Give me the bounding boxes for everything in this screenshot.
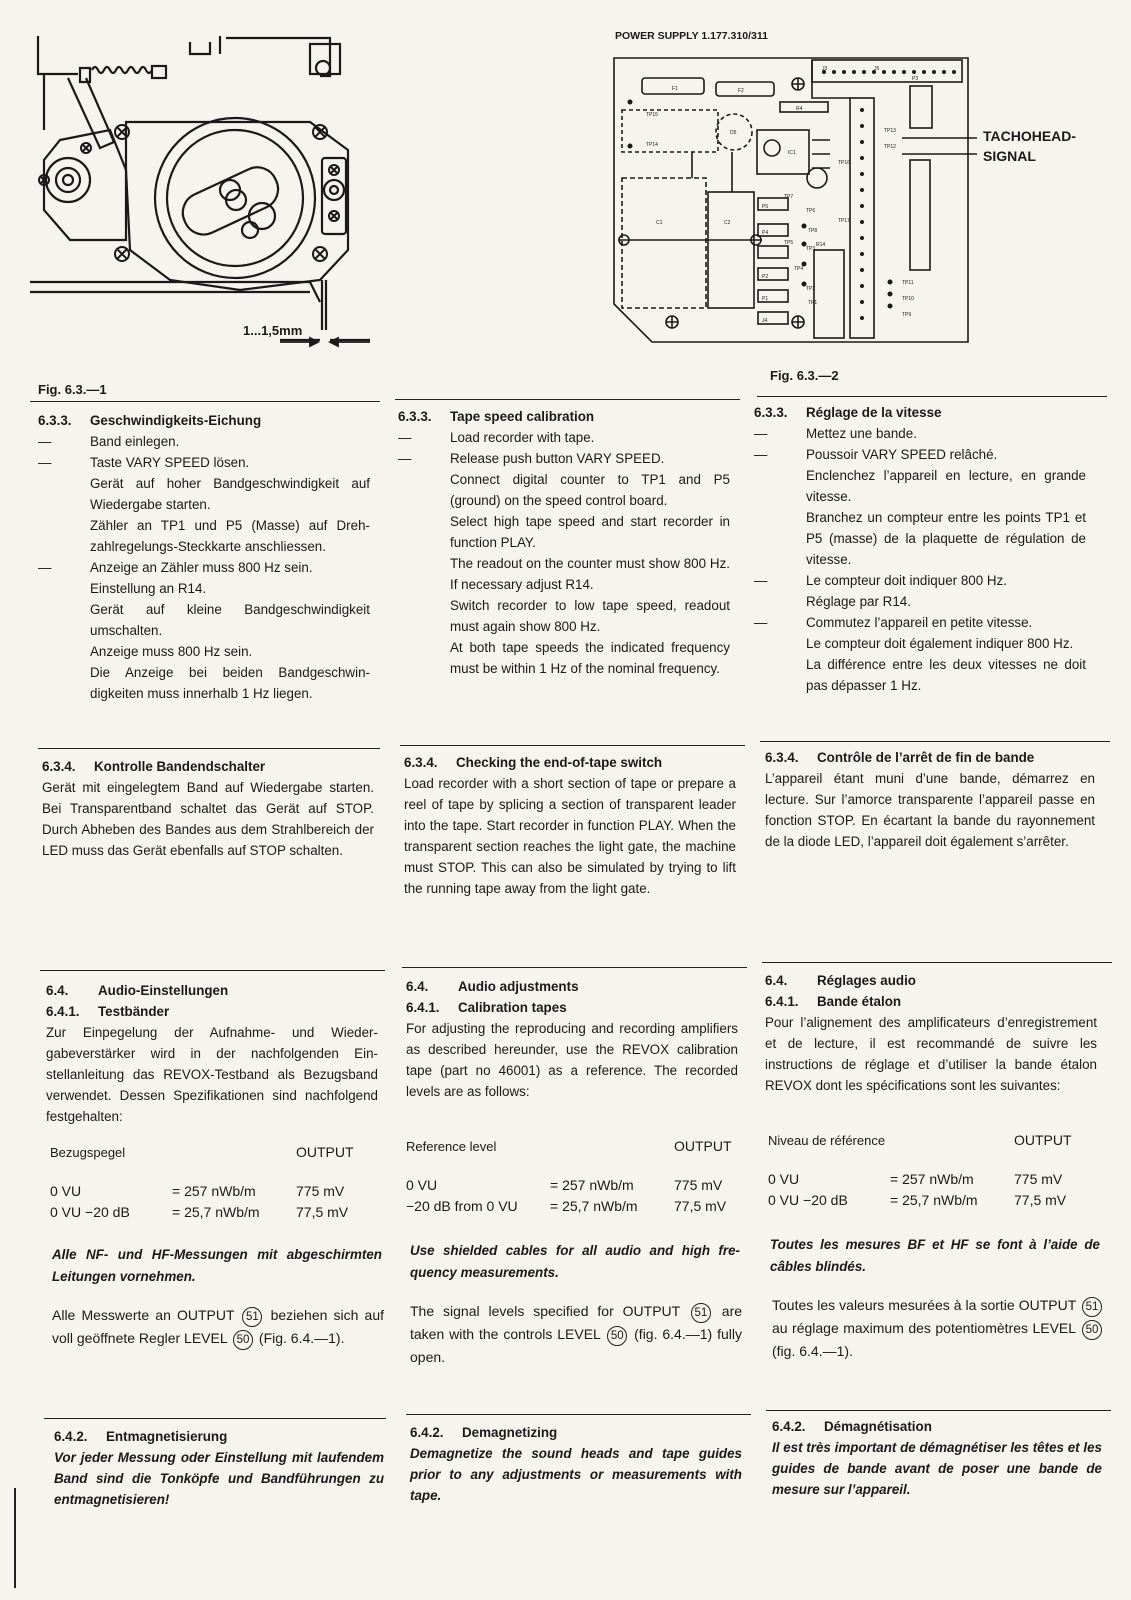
board-label: TP9 — [902, 312, 912, 318]
section-heading: 6.4. Audio adjustments — [406, 979, 579, 994]
figure-caption-1: Fig. 6.3.—1 — [38, 382, 107, 397]
board-label: TP8 — [808, 228, 818, 234]
board-label: F2 — [738, 88, 744, 94]
figure-power-supply-board — [612, 50, 977, 350]
section-heading: 6.4.2. Entmagnetisierung — [54, 1429, 228, 1444]
board-label: TP1 — [808, 300, 818, 306]
board-label: D5 — [730, 130, 737, 136]
output-label: OUTPUT — [674, 1138, 732, 1154]
board-label: TP15 — [646, 112, 658, 118]
section-heading: 6.3.3. Tape speed calibration — [398, 409, 595, 424]
divider — [395, 399, 740, 400]
board-label: TP10 — [902, 296, 914, 302]
figure-caption-2: Fig. 6.3.—2 — [770, 368, 839, 383]
section-heading: 6.4.2. Demagnetizing — [410, 1425, 558, 1440]
ref-label: Reference level — [406, 1139, 497, 1154]
divider — [40, 970, 385, 971]
divider — [38, 748, 380, 749]
board-label: R4 — [796, 106, 803, 112]
section-633-de: 6.3.3. Geschwindigkeits-Eichung — Band einlegen. — Taste VARY SPEED lösen. Gerät auf hoher Bandgeschwindigkeit auf Wiedergabe starten. Zähler an TP1 und P5 (Masse) auf Drehzahlregelungs-Steckkarte anschliessen. — Anzeige an Zähler muss 800 Hz sein. Einstellung an R14. Gerät auf kleine Bandgeschwindigkeit umschalten. Anzeige muss 800 Hz sein. Die Anzeige bei beiden Bandgeschwindigkeiten muss innerhalb 1 Hz liegen. — [38, 410, 370, 704]
board-label: TP13 — [884, 128, 896, 134]
section-heading: 6.3.3. Réglage de la vitesse — [754, 405, 942, 420]
cable-note-de: Alle NF- und HF-Messungen mit abgeschirmten Leitungen vornehmen. — [52, 1247, 382, 1284]
section-642-fr: 6.4.2. Démagnétisation Il est très important de démagnétiser les têtes et les guides de bande avant de poser une bande de mesure sur l’appareil. — [772, 1416, 1102, 1500]
measure-note-fr: Toutes les valeurs mesurées à la sortie OUTPUT 51 au réglage maximum des potentiomètres LEVEL 50 (fig. 6.4.—1). — [772, 1294, 1104, 1362]
output-label: OUTPUT — [1014, 1132, 1072, 1148]
section-633-en: 6.3.3. Tape speed calibration — Load recorder with tape. — Release push button VARY SPEED. Connect digital counter to TP1 and P5 (ground) on the speed control board. Select high tape speed and start recorder in function PLAY. The readout on the counter must show 800 Hz. If necessary adjust R14. Switch recorder to low tape speed, readout must again show 800 Hz. At both tape speeds the indicated frequency must be within 1 Hz of the nominal frequency. — [398, 406, 730, 679]
section-634-de: 6.3.4. Kontrolle Bandendschalter Gerät mit eingelegtem Band auf Wiedergabe starten. Bei Transparentband schaltet das Gerät auf STOP. Durch Abheben des Bandes aus dem Strahlbereich der LED muss das Gerät ebenfalls auf STOP schalten. — [42, 756, 374, 861]
board-label: TP17 — [838, 218, 850, 224]
divider — [30, 401, 380, 402]
section-heading: 6.4.2. Démagnétisation — [772, 1419, 932, 1434]
subsection-heading: 6.4.1. Calibration tapes — [406, 1000, 567, 1015]
board-label: P5 — [762, 204, 769, 210]
section-heading: 6.4. Audio-Einstellungen — [46, 983, 229, 998]
section-633-fr: 6.3.3. Réglage de la vitesse — Mettez une bande. — Poussoir VARY SPEED relâché. Enclenchez l’appareil en lecture, en grande vitesse. Branchez un compteur entre les points TP1 et P5 (masse) de la plaquette de régulation de vitesse. — Le compteur doit indiquer 800 Hz. Réglage par R14. — Commutez l’appareil en petite vitesse. Le compteur doit également indiquer 800 Hz. La différence entre les deux vitesses ne doit pas dépasser 1 Hz. — [754, 402, 1086, 696]
reference-level-table-de: Bezugspegel OUTPUT 0 VU = 257 nWb/m 775 mV 0 VU −20 dB = 25,7 nWb/m 77,5 mV — [50, 1142, 360, 1223]
board-label: J3 — [822, 66, 828, 72]
board-label: TP6 — [806, 208, 816, 214]
board-label: F1 — [672, 86, 678, 92]
tachohead-annotation-2: SIGNAL — [983, 148, 1036, 164]
subsection-heading: 6.4.1. Bande étalon — [765, 994, 902, 1009]
section-heading: 6.3.4. Kontrolle Bandendschalter — [42, 759, 266, 774]
measure-note-de: Alle Messwerte an OUTPUT 51 beziehen sich auf voll geöffnete Regler LEVEL 50 (Fig. 6.4.—1). — [52, 1304, 384, 1350]
divider — [757, 396, 1107, 397]
board-label: P1 — [762, 296, 769, 302]
subsection-heading: 6.4.1. Testbänder — [46, 1004, 170, 1019]
section-heading: 6.3.4. Checking the end-of-tape switch — [404, 755, 663, 770]
board-label: TP11 — [902, 280, 914, 286]
board-label: TP7 — [784, 194, 794, 200]
section-heading: 6.3.3. Geschwindigkeits-Eichung — [38, 413, 262, 428]
section-642-en: 6.4.2. Demagnetizing Demagnetize the sound heads and tape guides prior to any adjustments or measurements with tape. — [410, 1422, 742, 1506]
reference-level-table-en: Reference level OUTPUT 0 VU = 257 nWb/m 775 mV −20 dB from 0 VU = 25,7 nWb/m 77,5 mV — [406, 1136, 736, 1217]
figure-title-power-supply: POWER SUPPLY 1.177.310/311 — [615, 30, 768, 42]
ref-label: Niveau de référence — [768, 1133, 886, 1148]
reference-level-table-fr: Niveau de référence OUTPUT 0 VU = 257 nWb/m 775 mV 0 VU −20 dB = 25,7 nWb/m 77,5 mV — [768, 1130, 1084, 1211]
output-label: OUTPUT — [296, 1144, 354, 1160]
section-heading: 6.4. Réglages audio — [765, 973, 916, 988]
board-label: P2 — [762, 274, 769, 280]
board-label: TP14 — [646, 142, 658, 148]
board-label: J4 — [762, 318, 768, 324]
board-label: TP2 — [806, 286, 816, 292]
divider — [406, 1414, 751, 1415]
section-634-fr: 6.3.4. Contrôle de l’arrêt de fin de bande L’appareil étant muni d’une bande, démarrez en lecture. Sur l’amorce transparente l’appareil passe en fonction STOP. En écartant la bande du rayonnement de la diode LED, l’appareil doit également s’arrêter. — [765, 747, 1095, 852]
board-label: C2 — [724, 220, 731, 226]
measure-note-en: The signal levels specified for OUTPUT 51 are taken with the controls LEVEL 50 (fig. 6.4.—1) fully open. — [410, 1303, 743, 1365]
section-64-en: 6.4. Audio adjustments 6.4.1. Calibration tapes For adjusting the reproducing and recording amplifiers as described hereunder, use the REVOX calibration tape (part no 46001) as a reference. The recorded levels are as follows: — [406, 976, 738, 1102]
cable-note-en: Use shielded cables for all audio and high frequency measurements. — [410, 1243, 740, 1280]
divider — [402, 967, 747, 968]
board-label: TP3 — [806, 246, 816, 252]
board-label: R14 — [816, 242, 826, 248]
divider — [44, 1418, 386, 1419]
board-label: P3 — [912, 76, 919, 82]
board-label: TP12 — [884, 144, 896, 150]
board-label: P4 — [762, 230, 769, 236]
section-64-fr: 6.4. Réglages audio 6.4.1. Bande étalon Pour l’alignement des amplificateurs d’enregistrement et de lecture, il est recommandé de suivre les instructions de réglage et d’utiliser la bande étalon REVOX dont les spécifications sont les suivantes: — [765, 970, 1097, 1096]
board-label: TP4 — [794, 266, 804, 272]
dimension-label: 1...1,5mm — [243, 323, 303, 338]
board-label: IC1 — [788, 150, 796, 156]
board-label: J5 — [874, 66, 880, 72]
figure-tacho-head-drawing — [30, 30, 380, 350]
tachohead-annotation-1: TACHOHEAD- — [983, 128, 1077, 144]
board-label: TP5 — [784, 240, 794, 246]
divider — [760, 741, 1110, 742]
divider — [400, 745, 745, 746]
divider — [766, 1410, 1111, 1411]
board-label: C1 — [656, 220, 663, 226]
section-64-de: 6.4. Audio-Einstellungen 6.4.1. Testbänder Zur Einpegelung der Aufnahme- und Wiedergabeverstärker wird in der nachfolgenden Einstellanleitung das REVOX-Testband als Bezugsband verwendet. Dessen Spezifikationen sind nachfolgend festgehalten: — [46, 980, 378, 1127]
board-label: TP16 — [838, 160, 850, 166]
cable-note-fr: Toutes les mesures BF et HF se font à l’aide de câbles blindés. — [770, 1237, 1100, 1274]
section-634-en: 6.3.4. Checking the end-of-tape switch Load recorder with a short section of tape or prepare a reel of tape by splicing a section of transparent leader into the tape. Start recorder in function PLAY. When the transparent section reaches the light gate, the machine must STOP. This can also be simulated by trying to lift the running tape away from the light gate. — [404, 752, 736, 899]
ref-label: Bezugspegel — [50, 1145, 126, 1160]
divider — [762, 962, 1112, 963]
page-edge — [14, 1488, 16, 1588]
section-642-de: 6.4.2. Entmagnetisierung Vor jeder Messung oder Einstellung mit laufendem Band sind die Tonköpfe und Bandführungen zu entmagnetisieren! — [54, 1426, 384, 1510]
section-heading: 6.3.4. Contrôle de l’arrêt de fin de bande — [765, 750, 1035, 765]
